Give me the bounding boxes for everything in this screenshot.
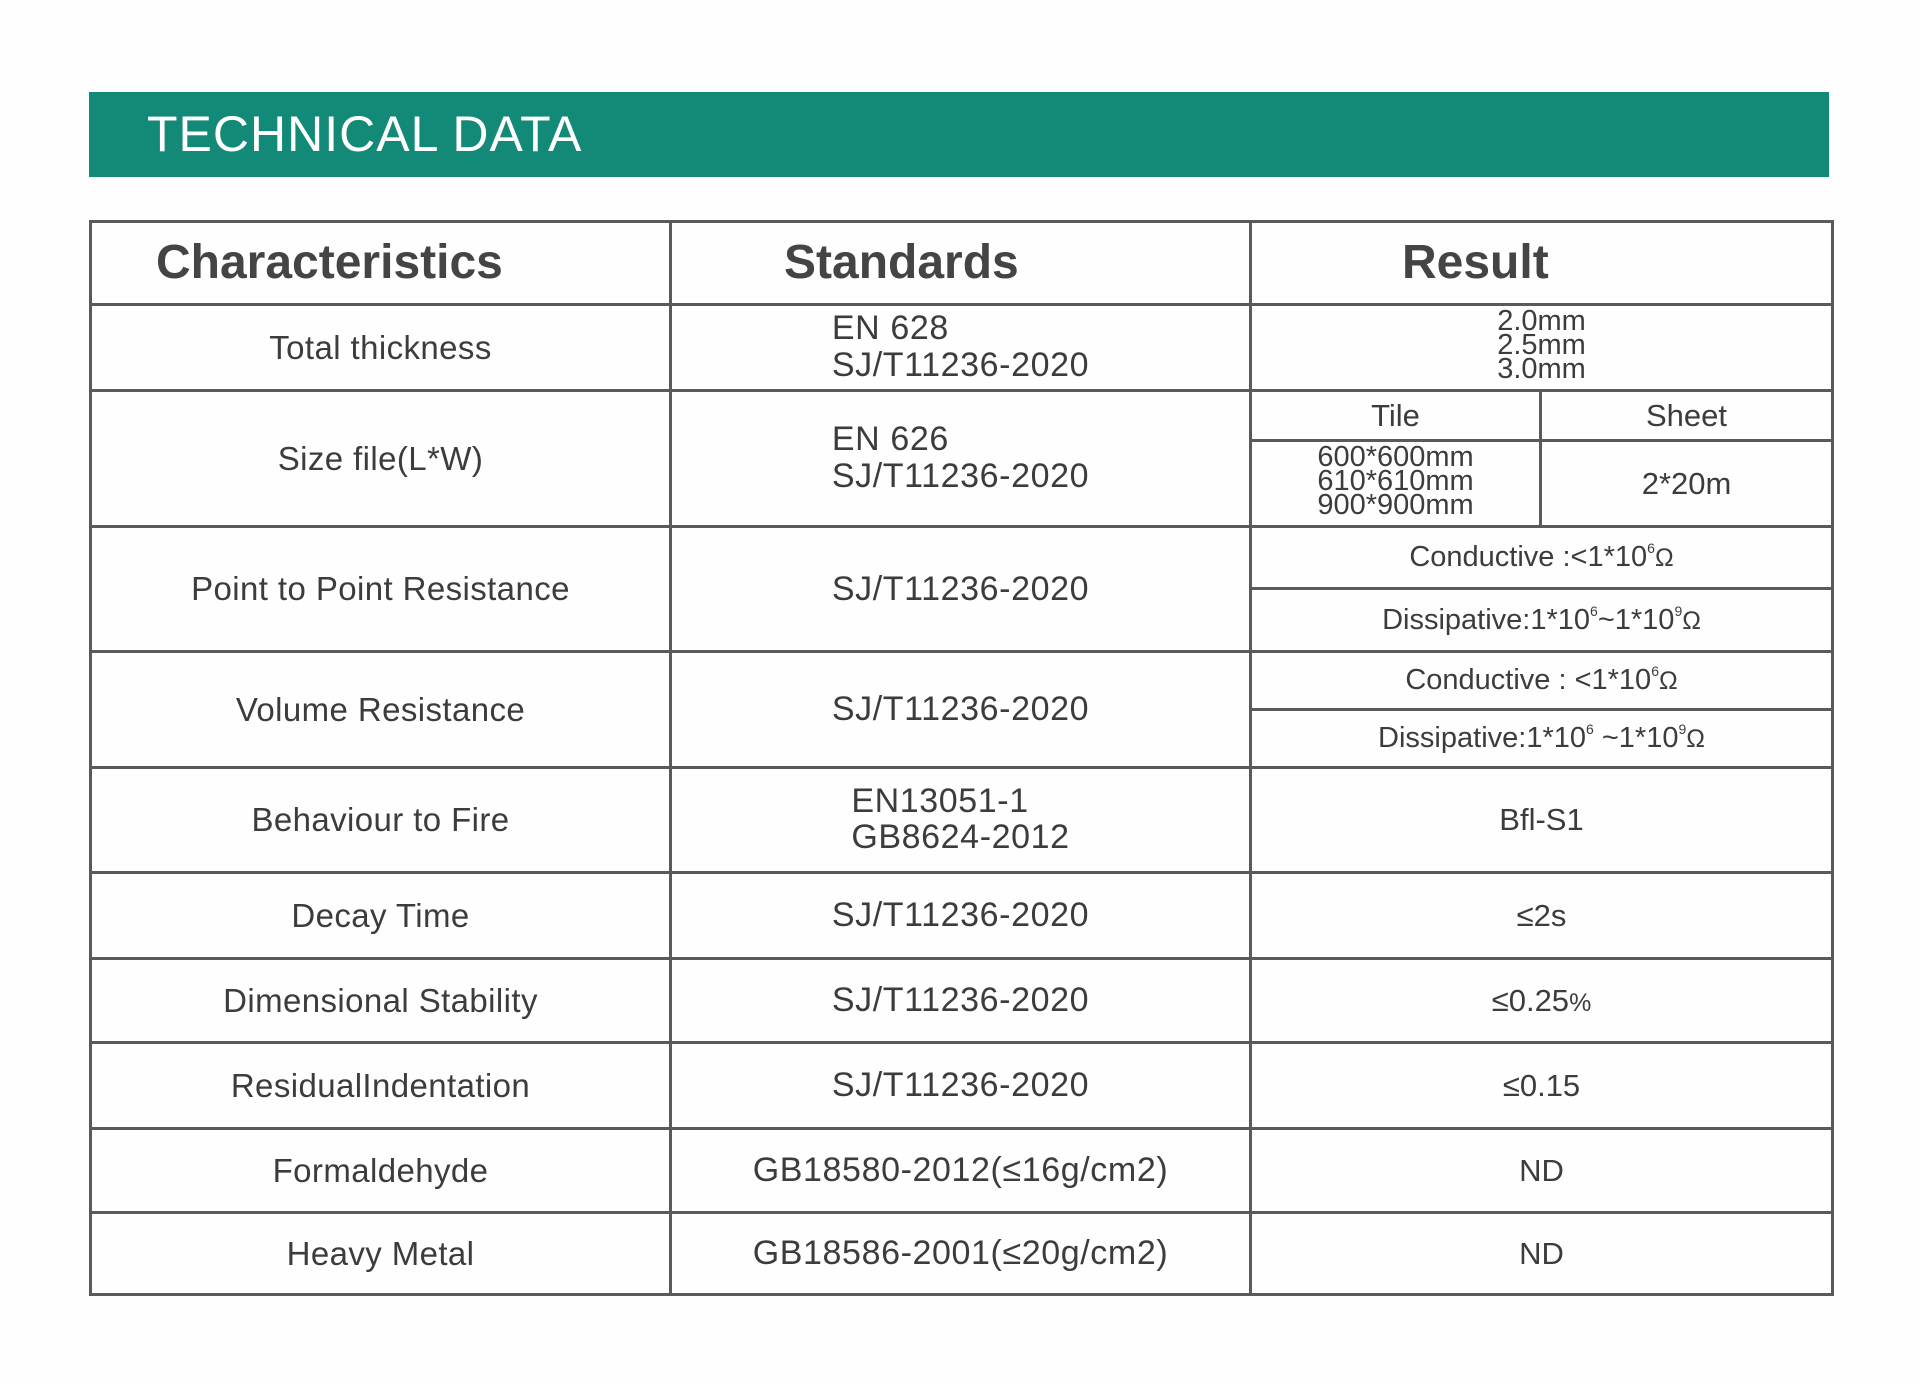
standards-cell [671, 768, 1251, 873]
result-cell: ND [1251, 1213, 1833, 1295]
table-row [91, 391, 1833, 441]
result-text: 610*610mm [1317, 465, 1474, 497]
standard-text: GB8624-2012 [851, 818, 1070, 857]
characteristic-cell: Formaldehyde [91, 1129, 671, 1213]
standard-text: EN 626 [831, 420, 949, 459]
standard-text: EN 628 [831, 309, 949, 348]
table-row [91, 305, 1833, 391]
title-banner [89, 92, 1829, 177]
result-text: 600*600mm [1317, 440, 1474, 473]
characteristic-cell: ResidualIndentation [91, 1043, 671, 1129]
tile-values-cell [1251, 441, 1541, 527]
ohm-unit: Ω [1658, 667, 1678, 695]
tile-values [1317, 440, 1474, 522]
table-row [91, 1043, 1833, 1129]
exponent: 6 [1586, 721, 1594, 737]
result-text: *10 [1603, 541, 1648, 573]
sheet-value: 2*20m [1541, 441, 1833, 527]
standards-lines [851, 783, 1069, 855]
result-text: 2.5mm [1497, 329, 1586, 361]
characteristic-cell: Heavy Metal [91, 1213, 671, 1295]
standards-cell: SJ/T11236-2020 [671, 527, 1251, 652]
result-cell: ≤2s [1251, 873, 1833, 959]
standards-cell: SJ/T11236-2020 [671, 959, 1251, 1043]
dissipative-result [1251, 589, 1833, 652]
characteristic-cell: Point to Point Resistance [91, 527, 671, 652]
percent-unit: % [1569, 988, 1592, 1017]
exponent: 9 [1678, 721, 1687, 737]
standard-text: SJ/T11236-2020 [831, 345, 1090, 384]
result-cell: ≤0.15 [1251, 1043, 1833, 1129]
header-standards: Standards [671, 222, 1251, 305]
table-row [91, 873, 1833, 959]
result-cell [1251, 305, 1833, 391]
standards-cell: GB18586-2001(≤20g/cm2) [671, 1213, 1251, 1295]
standard-text: SJ/T11236-2020 [831, 456, 1090, 495]
characteristic-cell: Dimensional Stability [91, 959, 671, 1043]
standards-cell: GB18580-2012(≤16g/cm2) [671, 1129, 1251, 1213]
technical-data-table [89, 220, 1834, 1296]
dissipative-result [1251, 710, 1833, 768]
exponent: 6 [1647, 540, 1655, 556]
result-cell [1251, 959, 1833, 1043]
result-text: ~1*10 [1593, 722, 1679, 754]
table-row [91, 1213, 1833, 1295]
header-row [91, 222, 1833, 305]
result-cell: ND [1251, 1129, 1833, 1213]
result-text: ≤0.25 [1491, 982, 1570, 1018]
result-text: Dissipative:1*10 [1378, 722, 1586, 754]
exponent: 6 [1590, 602, 1598, 619]
ohm-unit: Ω [1654, 544, 1674, 572]
tile-label: Tile [1251, 391, 1541, 441]
page-title: TECHNICAL DATA [147, 106, 583, 162]
characteristic-cell: Total thickness [91, 305, 671, 391]
result-text: Dissipative:1*10 [1382, 603, 1591, 636]
standards-cell [671, 391, 1251, 527]
conductive-result [1251, 527, 1833, 589]
result-text: 2.0mm [1497, 304, 1586, 337]
header-characteristics: Characteristics [91, 222, 671, 305]
characteristic-cell: Behaviour to Fire [91, 768, 671, 873]
header-result: Result [1251, 222, 1833, 305]
table-row [91, 652, 1833, 710]
thickness-values [1497, 304, 1586, 386]
result-text: Conductive : <1*10 [1405, 664, 1652, 696]
exponent: 9 [1674, 602, 1683, 619]
result-text: ~1*10 [1597, 603, 1675, 636]
characteristic-cell: Size file(L*W) [91, 391, 671, 527]
standards-lines [832, 310, 1089, 382]
conductive-result [1251, 652, 1833, 710]
standards-cell: SJ/T11236-2020 [671, 652, 1251, 768]
standards-lines [832, 421, 1089, 493]
standards-cell [671, 305, 1251, 391]
table-row [91, 768, 1833, 873]
result-text: Conductive :<1 [1409, 541, 1604, 573]
ohm-unit: Ω [1682, 606, 1701, 635]
result-text: 900*900mm [1317, 489, 1474, 522]
table-row [91, 959, 1833, 1043]
exponent: 6 [1651, 663, 1659, 679]
ohm-unit: Ω [1686, 725, 1705, 753]
table-row [91, 527, 1833, 589]
sheet-label: Sheet [1541, 391, 1833, 441]
result-cell: Bfl-S1 [1251, 768, 1833, 873]
characteristic-cell: Decay Time [91, 873, 671, 959]
characteristic-cell: Volume Resistance [91, 652, 671, 768]
result-text: 3.0mm [1497, 353, 1586, 386]
table-row [91, 1129, 1833, 1213]
standards-cell: SJ/T11236-2020 [671, 1043, 1251, 1129]
standards-cell: SJ/T11236-2020 [671, 873, 1251, 959]
standard-text: EN13051-1 [851, 781, 1029, 820]
